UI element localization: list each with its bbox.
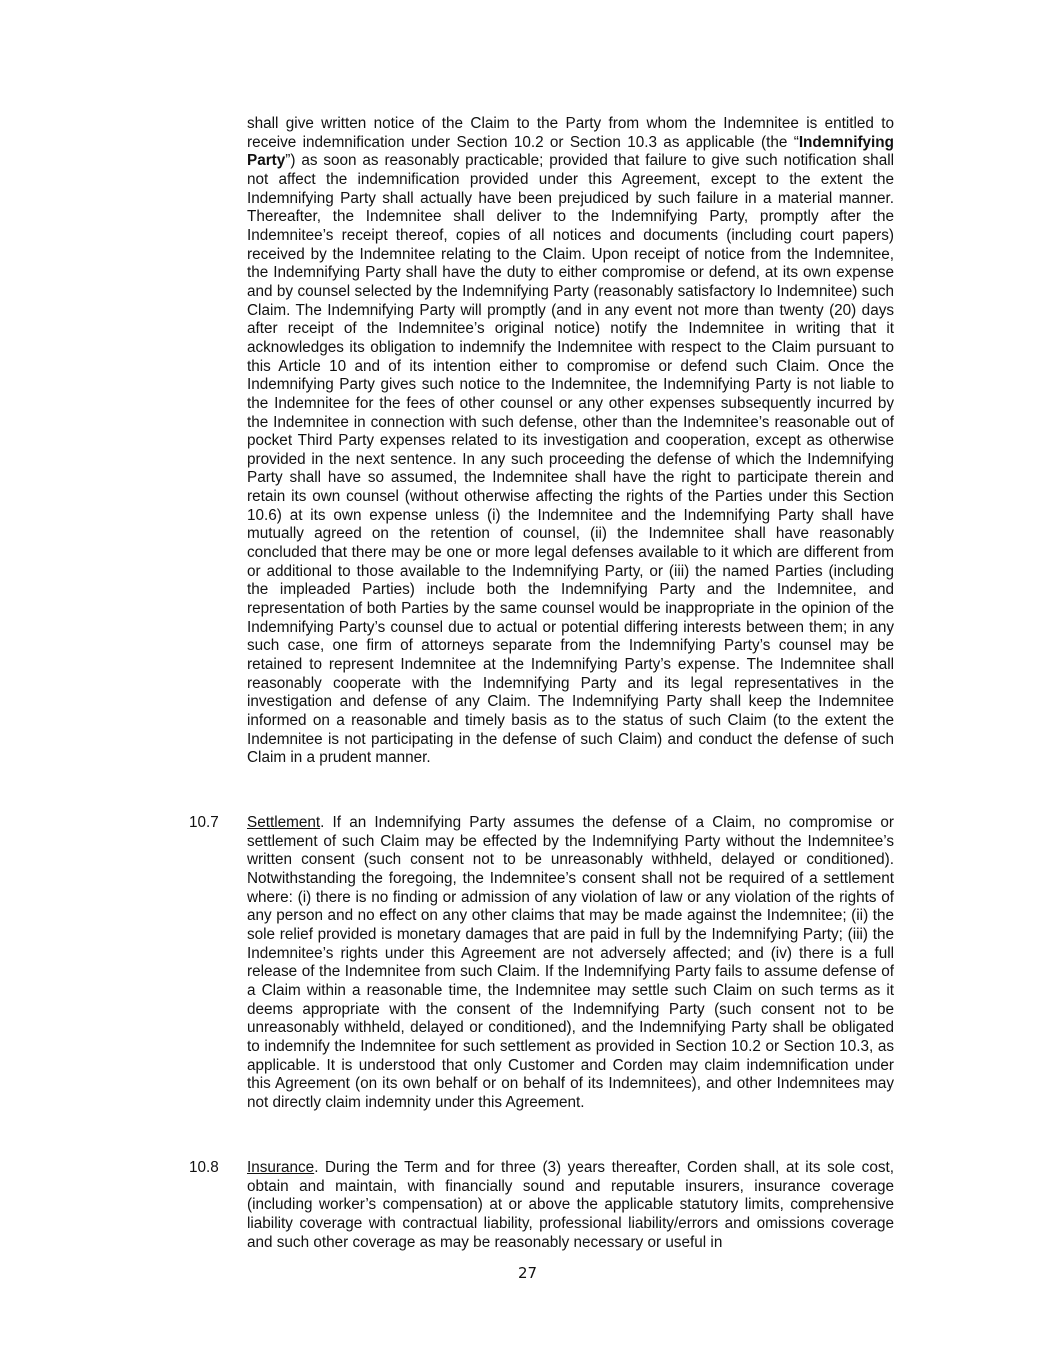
paragraph-text: shall give written notice of the Claim to the Party from whom the Indemnitee is entitled to receive indemnification under Section 10.2 or Section 10.3 as applicable (the “ bbox=[247, 115, 894, 151]
section-number-10-7: 10.7 bbox=[189, 814, 219, 831]
defined-term-indemnifying-party: Indemnifying Party bbox=[247, 133, 894, 170]
paragraph-10-6-continued bbox=[247, 115, 894, 768]
section-10-7-paragraph bbox=[247, 814, 894, 1113]
section-heading-settlement: Settlement bbox=[247, 814, 321, 831]
section-heading-insurance: Insurance bbox=[247, 1159, 315, 1176]
paragraph-text: ”) as soon as reasonably practicable; provided that failure to give such notification shall not affect the indemnification provided under this Agreement, except to the extent the Indemnifying Party shall actually have been prejudiced by such failure in a material manner. Thereafter, the Indemnitee shall deliver to the Indemnifying Party, promptly after the Indemnitee’s receipt thereof, copies of all notices and documents (including court papers) received by the Indemnitee relating to the Claim. Upon receipt of notice from the Indemnitee, the Indemnifying Party shall have the duty to either compromise or defend, at its own expense and by counsel selected by the Indemnifying Party (reasonably satisfactory Io Indemnitee) such Claim. The Indemnifying Party will promptly (and in any event not more than twenty (20) days after receipt of the Indemnitee’s original notice) notify the Indemnitee in writing that it acknowledges its obligation to indemnify the Indemnitee with respect to the Claim pursuant to this Article 10 and of its intention either to compromise or defend such Claim. Once the Indemnifying Party gives such notice to the Indemnitee, the Indemnifying Party is not liable to the Indemnitee for the fees of other counsel or any other expenses subsequently incurred by the Indemnitee in connection with such defense, other than the Indemnitee’s reasonable out of pocket Third Party expenses related to its investigation and cooperation, except as otherwise provided in the next sentence. In any such proceeding the defense of which the Indemnifying Party shall have so assumed, the Indemnitee shall have the right to participate therein and retain its own counsel (without otherwise affecting the rights of the Parties under this Section 10.6) at its own expense unless (i) the Indemnitee and the Indemnifying Party shall have mutually agreed on the retention of counsel, (ii) the Indemnitee shall have reasonably concluded that there may be one or more legal defenses available to it which are different from or additional to those available to the Indemnifying Party, or (iii) the named Parties (including the impleaded Parties) include both the Indemnifying Party and the Indemnitee, and representation of both Parties by the same counsel would be inappropriate in the opinion of the Indemnifying Party’s counsel due to actual or potential differing interests between them; in any such case, one firm of attorneys separate from the Indemnifying Party’s counsel may be retained to represent Indemnitee at the Indemnifying Party’s expense. The Indemnitee shall reasonably cooperate with the Indemnifying Party and its legal representatives in the investigation and defense of any Claim. The Indemnifying Party shall keep the Indemnitee informed on a reasonable and timely basis as to the status of such Claim (to the extent the Indemnitee is not participating in the defense of such Claim) and conduct the defense of such Claim in a prudent manner. bbox=[247, 152, 894, 767]
section-body: . During the Term and for three (3) years thereafter, Corden shall, at its sole cost, obtain and maintain, with financially sound and reputable insurers, insurance coverage (including worker’s compensation) at or above the applicable statutory limits, comprehensive liability coverage with contractual liability, professional liability/errors and omissions coverage and such other coverage as may be reasonably necessary or useful in bbox=[247, 1159, 894, 1251]
section-10-8-paragraph bbox=[247, 1159, 894, 1252]
page-number: 27 bbox=[517, 1264, 538, 1282]
section-number-10-8: 10.8 bbox=[189, 1159, 219, 1176]
section-body: . If an Indemnifying Party assumes the defense of a Claim, no compromise or settlement of such Claim may be effected by the Indemnifying Party without the Indemnitee’s written consent (such consent not to be unreasonably withheld, delayed or conditioned). Notwithstanding the foregoing, the Indemnitee’s consent shall not be required of a settlement where: (i) there is no finding or admission of any violation of law or any violation of the rights of any person and no effect on any other claims that may be made against the Indemnitee; (ii) the sole relief provided is monetary damages that are paid in full by the Indemnifying Party; (iii) the Indemnitee’s rights under this Agreement are not adversely affected; and (iv) there is a full release of the Indemnitee from such Claim. If the Indemnifying Party fails to assume defense of a Claim within a reasonable time, the Indemnitee may settle such Claim on such terms as it deems appropriate with the consent of the Indemnifying Party (such consent not to be unreasonably withheld, delayed or conditioned), and the Indemnifying Party shall be obligated to indemnify the Indemnitee for such settlement as provided in Section 10.2 or Section 10.3, as applicable. It is understood that only Customer and Corden may claim indemnification under this Agreement (on its own behalf or on behalf of its Indemnitees), and other Indemnitees may not directly claim indemnity under this Agreement. bbox=[247, 814, 894, 1111]
